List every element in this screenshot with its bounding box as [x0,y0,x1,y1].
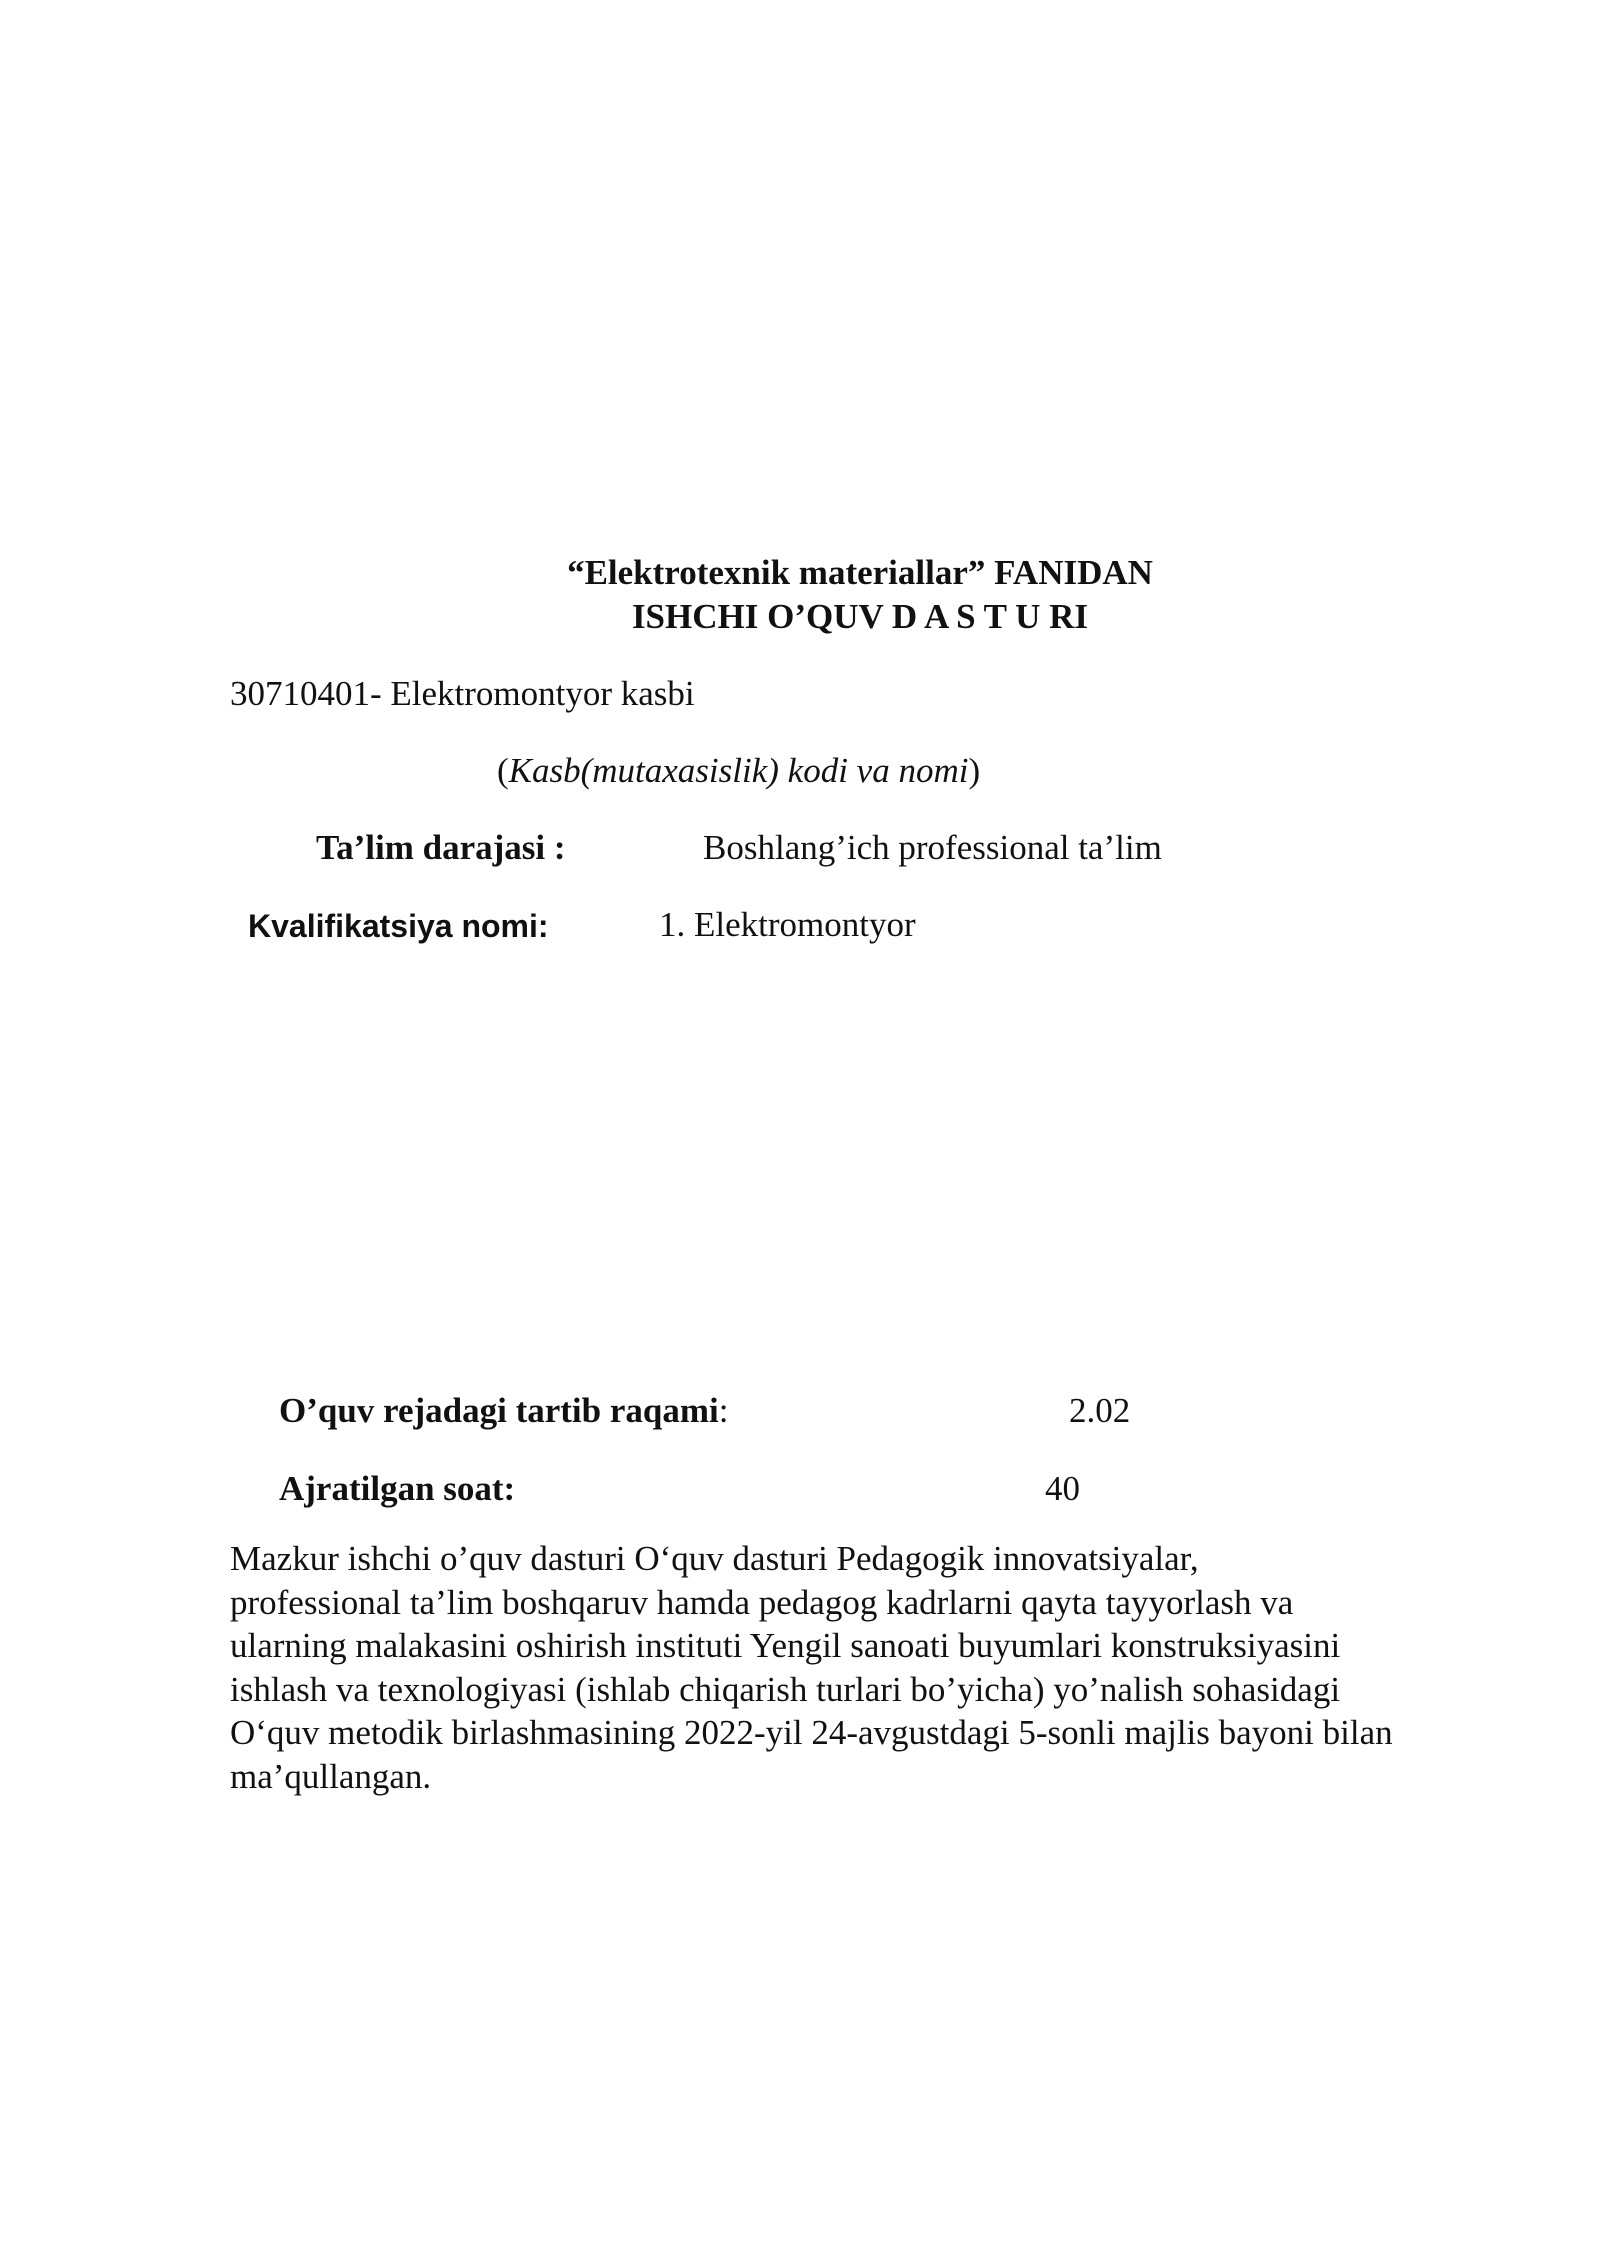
curriculum-number-value: 2.02 [1069,1391,1131,1430]
hours-label: Ajratilgan soat: [279,1469,516,1508]
caption-open-paren: ( [497,751,509,790]
qualification-value: 1. Elektromontyor [659,905,916,944]
qualification-label: Kvalifikatsiya nomi: [248,908,549,944]
approval-line: ishlash va texnologiyasi (ishlab chiqarish turlari bo’yicha) yo’nalish sohasidagi [230,1669,1341,1709]
document-title-line-2: ISHCHI O’QUV D A S T U RI [631,597,1089,636]
approval-line: ma’qullangan. [230,1756,432,1796]
education-level-value: Boshlang’ich professional ta’lim [703,828,1162,867]
profession-code-line: 30710401- Elektromontyor kasbi [230,674,695,713]
hours-value: 40 [1045,1469,1080,1508]
profession-caption [497,750,980,792]
curriculum-number-label [279,1390,729,1432]
caption-close-paren: ) [968,751,981,790]
approval-line: ularning malakasini oshirish instituti Yengil sanoati buyumlari konstruksiyasini [230,1626,1341,1665]
document-title-line-1: “Elektrotexnik materiallar” FANIDAN [567,553,1153,592]
approval-line: professional ta’lim boshqaruv hamda pedagog kadrlarni qayta tayyorlash va [230,1582,1294,1622]
caption-italic-text: Kasb(mutaxasislik) kodi va nomi [508,751,969,790]
curriculum-number-label-text: O’quv rejadagi tartib raqami [279,1391,719,1430]
approval-line: Mazkur ishchi o’quv dasturi O‘quv dasturi Pedagogik innovatsiyalar, [230,1539,1199,1578]
approval-paragraph [230,1537,1510,1798]
education-level-label: Ta’lim darajasi : [316,828,566,867]
curriculum-number-colon: : [718,1391,729,1430]
approval-line: O‘quv metodik birlashmasining 2022-yil 24-avgustdagi 5-sonli majlis bayoni bilan [230,1713,1393,1752]
